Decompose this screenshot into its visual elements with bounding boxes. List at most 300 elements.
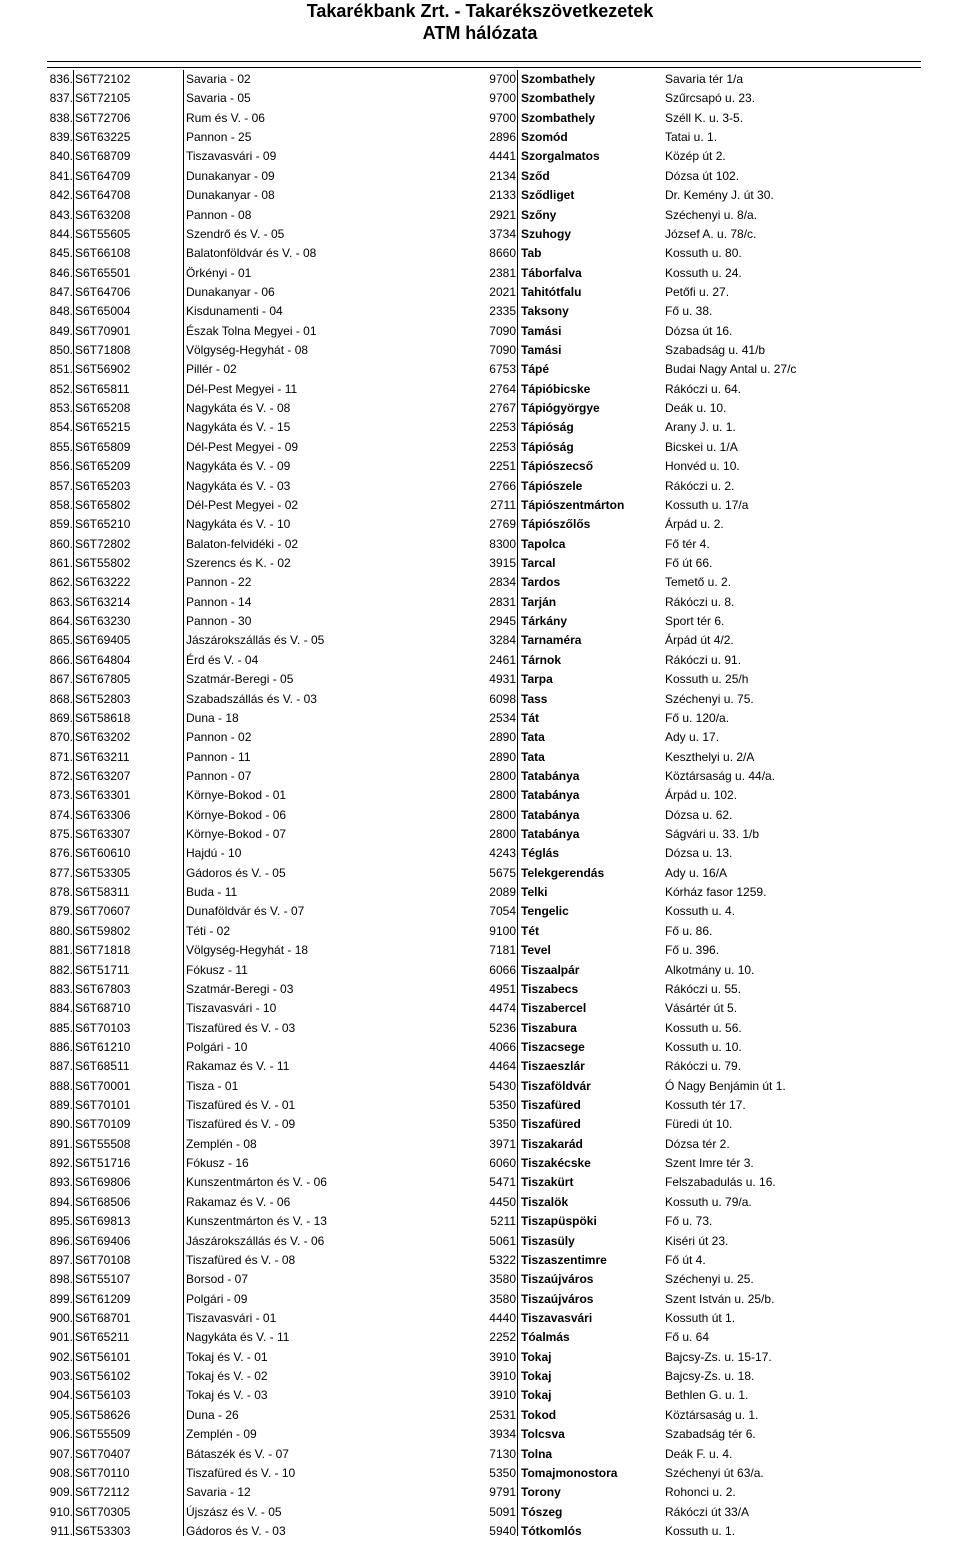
atm-code: S6T68701 — [75, 1311, 131, 1325]
city: Tiszakürt — [521, 1175, 574, 1190]
table-row — [0, 786, 960, 805]
row-number: 887. — [49, 1059, 73, 1074]
row-number: 877. — [49, 865, 73, 880]
table-row — [0, 1290, 960, 1309]
branch-name: Tiszafüred és V. - 10 — [186, 1465, 296, 1480]
row-number: 871. — [49, 749, 73, 764]
branch-name: Borsod - 07 — [186, 1272, 249, 1287]
row-number: 851. — [49, 362, 73, 377]
table-row — [0, 1503, 960, 1522]
atm-code: S6T53305 — [75, 865, 131, 880]
address: Széchenyi u. 75. — [665, 691, 754, 706]
address: Alkotmány u. 10. — [665, 962, 755, 977]
branch-name: Pannon - 30 — [186, 614, 252, 629]
atm-code: S6T71808 — [75, 343, 131, 358]
city: Tápiógyörgye — [521, 401, 600, 416]
table-row — [0, 1425, 960, 1444]
city: Tiszabercel — [521, 1001, 587, 1016]
row-number: 867. — [49, 672, 73, 687]
row-number: 872. — [49, 768, 73, 783]
table-row — [0, 1232, 960, 1251]
row-number: 898. — [49, 1272, 73, 1287]
atm-code: S6T63222 — [75, 575, 131, 590]
address: Keszthelyi u. 2/A — [665, 749, 755, 764]
row-number: 862. — [49, 575, 73, 590]
postal-code: 4441 — [489, 149, 516, 164]
branch-name: Duna - 18 — [186, 710, 239, 725]
row-number: 845. — [49, 246, 73, 261]
city: Sződliget — [521, 188, 575, 203]
city: Tiszabecs — [521, 981, 579, 996]
table-row — [0, 496, 960, 515]
table-top-border — [47, 61, 921, 62]
row-number: 894. — [49, 1194, 73, 1209]
branch-name: Polgári - 09 — [186, 1291, 248, 1306]
postal-code: 5091 — [489, 1504, 516, 1519]
atm-code: S6T56101 — [75, 1349, 131, 1364]
row-number: 863. — [49, 594, 73, 609]
postal-code: 3910 — [489, 1388, 516, 1403]
postal-code: 2253 — [489, 420, 516, 435]
branch-name: Völgység-Hegyhát - 08 — [186, 343, 309, 358]
city: Tarpa — [521, 672, 553, 687]
atm-code: S6T63306 — [75, 807, 131, 822]
branch-name: Tiszafüred és V. - 08 — [186, 1252, 296, 1267]
row-number: 903. — [49, 1369, 73, 1384]
table-row — [0, 1038, 960, 1057]
postal-code: 2133 — [489, 188, 516, 203]
branch-name: Környe-Bokod - 07 — [186, 827, 287, 842]
postal-code: 2764 — [489, 381, 516, 396]
table-row — [0, 1251, 960, 1270]
city: Tiszafüred — [521, 1098, 581, 1113]
table-row — [0, 690, 960, 709]
city: Táborfalva — [521, 265, 582, 280]
row-number: 895. — [49, 1214, 73, 1229]
row-number: 838. — [49, 110, 73, 125]
atm-code: S6T51711 — [75, 962, 130, 977]
atm-code: S6T70103 — [75, 1020, 131, 1035]
address: Kossuth út 1. — [665, 1311, 736, 1325]
table-row — [0, 1522, 960, 1541]
city: Szomód — [521, 130, 568, 145]
table-row — [0, 477, 960, 496]
table-row — [0, 535, 960, 554]
address: Dózsa u. 62. — [665, 807, 733, 822]
atm-code: S6T65211 — [75, 1330, 130, 1345]
atm-code: S6T72105 — [75, 91, 131, 106]
row-number: 890. — [49, 1117, 73, 1132]
atm-code: S6T69406 — [75, 1233, 131, 1248]
table-row — [0, 922, 960, 941]
atm-code: S6T58311 — [75, 885, 130, 900]
branch-name: Savaria - 12 — [186, 1485, 251, 1500]
atm-code: S6T51716 — [75, 1156, 131, 1171]
atm-code: S6T69813 — [75, 1214, 131, 1229]
table-row — [0, 1019, 960, 1038]
atm-code: S6T56102 — [75, 1369, 131, 1384]
atm-code: S6T72706 — [75, 110, 131, 125]
city: Tarján — [521, 594, 557, 609]
row-number: 902. — [49, 1349, 73, 1364]
row-number: 906. — [49, 1427, 73, 1442]
address: Ó Nagy Benjámin út 1. — [665, 1078, 786, 1093]
atm-code: S6T65811 — [75, 381, 130, 396]
city: Tápiószentmárton — [521, 497, 625, 512]
postal-code: 3934 — [489, 1427, 516, 1442]
row-number: 891. — [49, 1136, 73, 1151]
branch-name: Kunszentmárton és V. - 13 — [186, 1214, 327, 1229]
row-number: 847. — [49, 284, 73, 299]
table-row — [0, 941, 960, 960]
city: Szombathely — [521, 91, 596, 106]
atm-code: S6T65208 — [75, 401, 131, 416]
city: Tiszacsege — [521, 1039, 585, 1054]
atm-code: S6T63225 — [75, 130, 131, 145]
row-number: 885. — [49, 1020, 73, 1035]
address: Honvéd u. 10. — [665, 459, 740, 474]
city: Tiszafüred — [521, 1117, 581, 1132]
city: Tata — [521, 749, 545, 764]
city: Tiszaújváros — [521, 1291, 594, 1306]
address: Kórház fasor 1259. — [665, 885, 767, 900]
postal-code: 4243 — [489, 846, 516, 861]
address: Rákóczi u. 91. — [665, 652, 742, 667]
address: Köztársaság u. 44/a. — [665, 768, 776, 783]
atm-code: S6T70109 — [75, 1117, 131, 1132]
postal-code: 5211 — [490, 1214, 516, 1229]
row-number: 884. — [49, 1001, 73, 1016]
city: Tahitótfalu — [521, 284, 582, 299]
table-row — [0, 1348, 960, 1367]
branch-name: Nagykáta és V. - 10 — [186, 517, 291, 532]
city: Tápióság — [521, 439, 574, 454]
address: Kossuth u. 24. — [665, 265, 742, 280]
row-number: 880. — [49, 923, 73, 938]
atm-code: S6T72102 — [75, 72, 131, 86]
table-row — [0, 1057, 960, 1076]
row-number: 905. — [49, 1407, 73, 1422]
table-row — [0, 670, 960, 689]
city: Tolcsva — [521, 1427, 565, 1442]
row-number: 866. — [49, 652, 73, 667]
row-number: 875. — [49, 827, 73, 842]
address: Dózsa u. 13. — [665, 846, 733, 861]
postal-code: 5350 — [489, 1098, 516, 1113]
row-number: 869. — [49, 710, 73, 725]
postal-code: 9100 — [489, 923, 516, 938]
postal-code: 5236 — [489, 1020, 516, 1035]
city: Telki — [521, 885, 548, 900]
address: Fő u. 396. — [665, 943, 720, 958]
address: Fő u. 73. — [665, 1214, 713, 1229]
table-row — [0, 1193, 960, 1212]
table-row — [0, 844, 960, 863]
row-number: 837. — [49, 91, 73, 106]
atm-code: S6T68511 — [75, 1059, 130, 1074]
atm-code: S6T68709 — [75, 149, 131, 164]
atm-code: S6T65809 — [75, 439, 131, 454]
address: Deák F. u. 4. — [665, 1446, 733, 1461]
table-row — [0, 748, 960, 767]
postal-code: 2890 — [489, 749, 516, 764]
address: Kossuth u. 56. — [665, 1020, 742, 1035]
atm-code: S6T64706 — [75, 284, 131, 299]
postal-code: 5061 — [489, 1233, 516, 1248]
address: Ságvári u. 33. 1/b — [665, 827, 760, 842]
table-row — [0, 1406, 960, 1425]
table-row — [0, 457, 960, 476]
table-row — [0, 438, 960, 457]
postal-code: 4931 — [489, 672, 516, 687]
city: Tamási — [521, 343, 562, 358]
postal-code: 4440 — [489, 1311, 516, 1325]
row-number: 881. — [49, 943, 73, 958]
page-subtitle: ATM hálózata — [422, 23, 538, 43]
postal-code: 6060 — [489, 1156, 516, 1171]
table-row — [0, 806, 960, 825]
city: Tatabánya — [521, 788, 580, 803]
table-row — [0, 264, 960, 283]
postal-code: 2766 — [489, 478, 516, 493]
row-number: 874. — [49, 807, 73, 822]
address: Rákóczi u. 64. — [665, 381, 742, 396]
city: Tevel — [521, 943, 551, 958]
atm-code: S6T53303 — [75, 1523, 131, 1538]
postal-code: 9700 — [489, 72, 516, 86]
city: Tiszasüly — [521, 1233, 575, 1248]
address: Bethlen G. u. 1. — [665, 1388, 749, 1403]
address: Deák u. 10. — [665, 401, 727, 416]
city: Tokaj — [521, 1388, 552, 1403]
row-number: 907. — [49, 1446, 73, 1461]
city: Tápiószecső — [521, 459, 594, 474]
address: Széll K. u. 3-5. — [665, 110, 744, 125]
city: Tomajmonostora — [521, 1465, 618, 1480]
row-number: 860. — [49, 536, 73, 551]
postal-code: 2769 — [489, 517, 516, 532]
postal-code: 2831 — [489, 594, 516, 609]
table-row — [0, 322, 960, 341]
address: Füredi út 10. — [665, 1117, 733, 1132]
atm-code: S6T55605 — [75, 226, 131, 241]
address: Szabadság tér 6. — [665, 1427, 756, 1442]
postal-code: 7090 — [489, 323, 516, 338]
atm-code: S6T63211 — [75, 749, 130, 764]
city: Tiszakarád — [521, 1136, 583, 1151]
branch-name: Gádoros és V. - 03 — [186, 1523, 286, 1538]
city: Tápióság — [521, 420, 574, 435]
table-row — [0, 709, 960, 728]
branch-name: Tokaj és V. - 03 — [186, 1388, 268, 1403]
postal-code: 3910 — [489, 1369, 516, 1384]
branch-name: Szatmár-Beregi - 03 — [186, 981, 294, 996]
address: Petőfi u. 27. — [665, 284, 730, 299]
city: Tápiószőlős — [521, 517, 591, 532]
postal-code: 8300 — [489, 536, 516, 551]
table-row — [0, 1445, 960, 1464]
address: Bajcsy-Zs. u. 18. — [665, 1369, 755, 1384]
branch-name: Zemplén - 08 — [186, 1136, 257, 1151]
table-row — [0, 1212, 960, 1231]
branch-name: Nagykáta és V. - 15 — [186, 420, 291, 435]
branch-name: Pannon - 11 — [186, 749, 251, 764]
table-row — [0, 399, 960, 418]
address: Sport tér 6. — [665, 614, 725, 629]
branch-name: Szerencs és K. - 02 — [186, 555, 291, 570]
city: Tótkomlós — [521, 1523, 582, 1538]
city: Tata — [521, 730, 545, 745]
row-number: 864. — [49, 614, 73, 629]
row-number: 909. — [49, 1485, 73, 1500]
address: Rohonci u. 2. — [665, 1485, 736, 1500]
address: Arany J. u. 1. — [665, 420, 736, 435]
address: Árpád u. 102. — [665, 788, 738, 803]
postal-code: 2253 — [489, 439, 516, 454]
branch-name: Pannon - 14 — [186, 594, 252, 609]
row-number: 893. — [49, 1175, 73, 1190]
atm-code: S6T65209 — [75, 459, 131, 474]
atm-code: S6T63214 — [75, 594, 131, 609]
city: Szorgalmatos — [521, 149, 600, 164]
branch-name: Buda - 11 — [186, 885, 238, 900]
address: Dózsa út 102. — [665, 168, 740, 183]
postal-code: 8660 — [489, 246, 516, 261]
row-number: 886. — [49, 1039, 73, 1054]
postal-code: 3734 — [489, 226, 516, 241]
table-row — [0, 1328, 960, 1347]
postal-code: 2534 — [489, 710, 516, 725]
branch-name: Dunakanyar - 08 — [186, 188, 275, 203]
row-number: 879. — [49, 904, 73, 919]
table-row — [0, 631, 960, 650]
city: Tolna — [521, 1446, 553, 1461]
row-number: 876. — [49, 846, 73, 861]
address: Kossuth tér 17. — [665, 1098, 746, 1113]
postal-code: 2252 — [489, 1330, 516, 1345]
table-row — [0, 612, 960, 631]
branch-name: Pannon - 07 — [186, 768, 252, 783]
city: Tiszapüspöki — [521, 1214, 597, 1229]
postal-code: 5675 — [489, 865, 516, 880]
table-row — [0, 186, 960, 205]
row-number: 853. — [49, 401, 73, 416]
branch-name: Dunaföldvár és V. - 07 — [186, 904, 305, 919]
postal-code: 4450 — [489, 1194, 516, 1209]
row-number: 901. — [49, 1330, 73, 1345]
address: Szent Imre tér 3. — [665, 1156, 754, 1171]
row-number: 882. — [49, 962, 73, 977]
branch-name: Pannon - 22 — [186, 575, 252, 590]
branch-name: Észak Tolna Megyei - 01 — [186, 323, 317, 338]
city: Tét — [521, 923, 539, 938]
atm-code: S6T64804 — [75, 652, 131, 667]
table-row — [0, 302, 960, 321]
table-row — [0, 515, 960, 534]
branch-name: Fókusz - 11 — [186, 962, 248, 977]
address: Fő u. 64 — [665, 1330, 710, 1345]
table-row — [0, 554, 960, 573]
postal-code: 7054 — [489, 904, 516, 919]
postal-code: 2461 — [489, 652, 516, 667]
postal-code: 2251 — [489, 459, 516, 474]
table-row — [0, 651, 960, 670]
branch-name: Nagykáta és V. - 11 — [186, 1330, 290, 1345]
postal-code: 2381 — [489, 265, 516, 280]
atm-code: S6T56103 — [75, 1388, 131, 1403]
row-number: 844. — [49, 226, 73, 241]
address: Ady u. 17. — [665, 730, 720, 745]
postal-code: 2767 — [489, 401, 516, 416]
atm-code: S6T71818 — [75, 943, 131, 958]
atm-code: S6T55509 — [75, 1427, 131, 1442]
branch-name: Dél-Pest Megyei - 09 — [186, 439, 299, 454]
address: Fő u. 86. — [665, 923, 713, 938]
address: Kossuth u. 17/a — [665, 497, 749, 512]
table-row — [0, 167, 960, 186]
atm-code: S6T72802 — [75, 536, 131, 551]
postal-code: 2921 — [489, 207, 516, 222]
atm-code: S6T60610 — [75, 846, 131, 861]
table-row — [0, 980, 960, 999]
row-number: 846. — [49, 265, 73, 280]
branch-name: Szendrő és V. - 05 — [186, 226, 285, 241]
table-row — [0, 902, 960, 921]
atm-code: S6T52803 — [75, 691, 131, 706]
branch-name: Pillér - 02 — [186, 362, 237, 377]
atm-code: S6T63301 — [75, 788, 131, 803]
postal-code: 5940 — [489, 1523, 516, 1538]
row-number: 849. — [49, 323, 73, 338]
address: Kossuth u. 1. — [665, 1523, 736, 1538]
table-row — [0, 1483, 960, 1502]
address: Ady u. 16/A — [665, 865, 728, 880]
address: Dózsa út 16. — [665, 323, 733, 338]
city: Telekgerendás — [521, 865, 605, 880]
address: Felszabadulás u. 16. — [665, 1175, 776, 1190]
city: Tatabánya — [521, 768, 580, 783]
address: Árpád u. 2. — [665, 517, 724, 532]
table-row — [0, 999, 960, 1018]
branch-name: Hajdú - 10 — [186, 846, 242, 861]
branch-name: Gádoros és V. - 05 — [186, 865, 286, 880]
city: Szuhogy — [521, 226, 571, 241]
atm-code: S6T59802 — [75, 923, 131, 938]
row-number: 857. — [49, 478, 73, 493]
postal-code: 3915 — [489, 555, 516, 570]
address: Rákóczi u. 79. — [665, 1059, 742, 1074]
branch-name: Kunszentmárton és V. - 06 — [186, 1175, 327, 1190]
postal-code: 2800 — [489, 827, 516, 842]
branch-name: Környe-Bokod - 01 — [186, 788, 287, 803]
atm-code: S6T68506 — [75, 1194, 131, 1209]
city: Tapolca — [521, 536, 566, 551]
atm-code: S6T63307 — [75, 827, 131, 842]
city: Szombathely — [521, 72, 596, 86]
postal-code: 6753 — [489, 362, 516, 377]
branch-name: Bátaszék és V. - 07 — [186, 1446, 289, 1461]
row-number: 865. — [49, 633, 73, 648]
atm-code: S6T65215 — [75, 420, 131, 435]
postal-code: 2945 — [489, 614, 516, 629]
branch-name: Zemplén - 09 — [186, 1427, 257, 1442]
branch-name: Balatonföldvár és V. - 08 — [186, 246, 317, 261]
postal-code: 5430 — [489, 1078, 516, 1093]
table-row — [0, 244, 960, 263]
row-number: 908. — [49, 1465, 73, 1480]
branch-name: Tokaj és V. - 02 — [186, 1369, 268, 1384]
branch-name: Téti - 02 — [186, 923, 231, 938]
